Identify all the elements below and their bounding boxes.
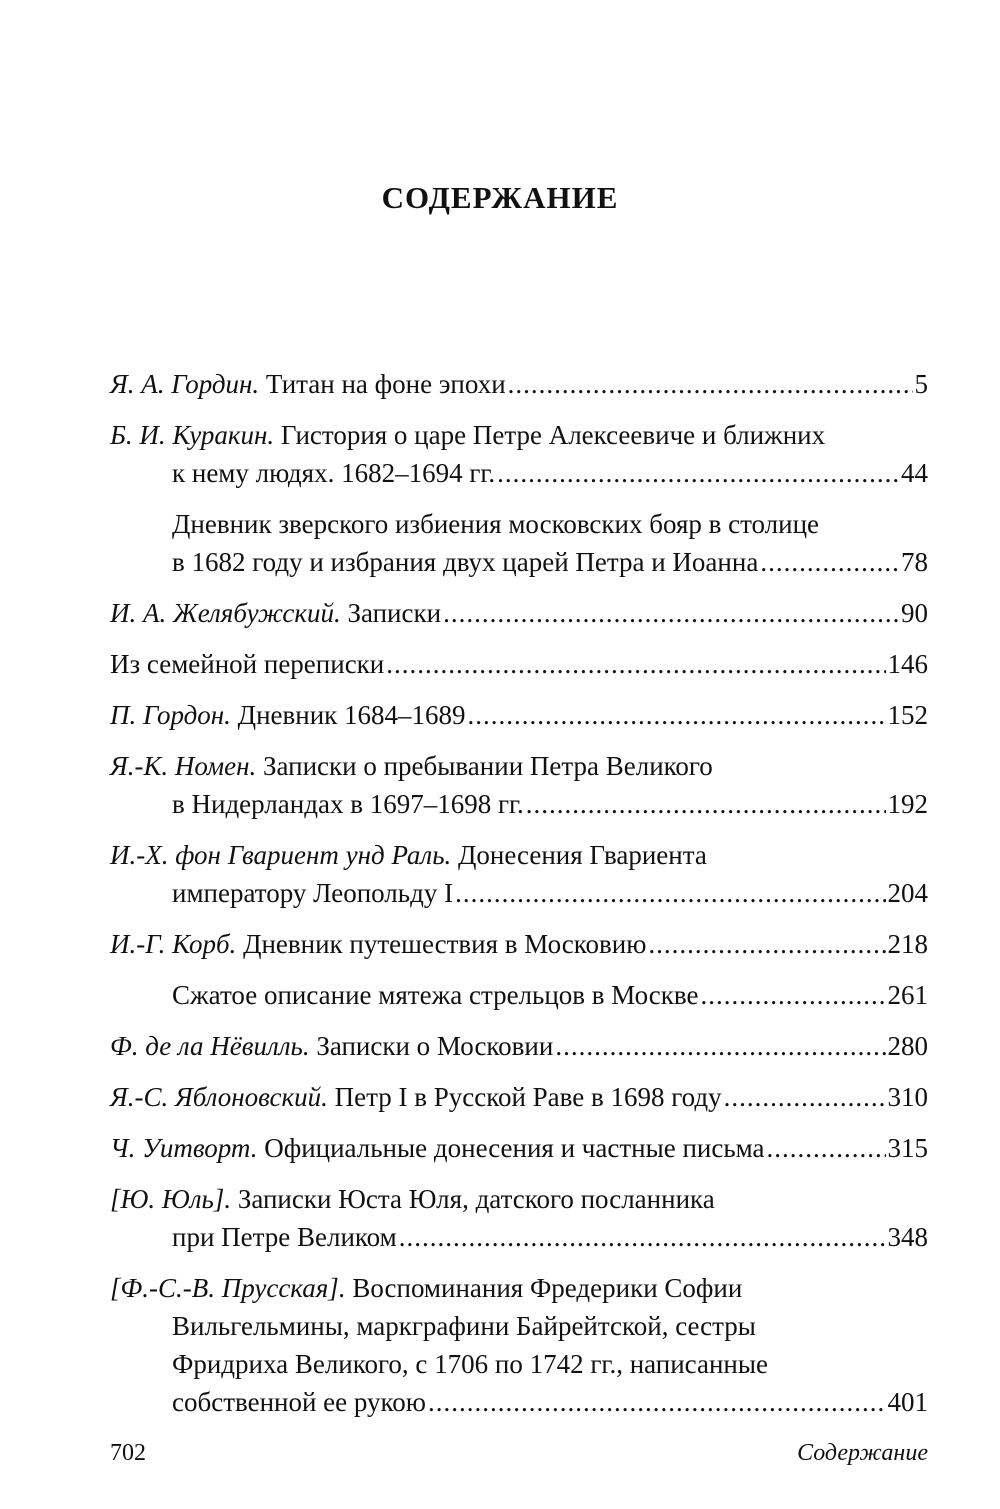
toc-entry-title: Вильгельмины, маркграфини Байрейтской, сестры bbox=[172, 1311, 756, 1341]
toc-entry-line bbox=[110, 416, 928, 454]
toc-entry-author: И.-Г. Корб. bbox=[110, 929, 237, 959]
toc-entry-author: [Ф.-С.-В. Прусская]. bbox=[110, 1273, 346, 1303]
page-footer bbox=[110, 1440, 928, 1467]
toc-entry-author: Б. И. Куракин. bbox=[110, 420, 275, 450]
toc-entry-title: Воспоминания Фредерики Софии bbox=[352, 1273, 743, 1303]
toc-entry-author: И. А. Желябужский. bbox=[110, 598, 341, 628]
toc-entry-title: Записки о Московии bbox=[316, 1031, 554, 1061]
toc-entry-page: 401 bbox=[887, 1387, 928, 1417]
table-of-contents bbox=[110, 365, 928, 1434]
dot-leader bbox=[555, 1027, 885, 1065]
toc-entry-title: Дневник зверского избиения московских бояр в столице bbox=[172, 509, 820, 539]
toc-entry-title: Дневник 1684–1689 bbox=[237, 700, 466, 730]
toc-entry-line bbox=[172, 976, 928, 1014]
dot-leader bbox=[428, 1383, 886, 1421]
toc-entry-line bbox=[110, 1345, 928, 1383]
toc-entry-line bbox=[110, 1078, 928, 1116]
toc-entry-author: Ф. де ла Нёвилль. bbox=[110, 1031, 310, 1061]
toc-entry[interactable] bbox=[110, 1129, 928, 1167]
toc-entry-line bbox=[110, 874, 928, 912]
toc-entry-page: 5 bbox=[914, 369, 928, 399]
toc-entry-page: 310 bbox=[887, 1082, 928, 1112]
page-number: 702 bbox=[110, 1440, 146, 1466]
toc-entry-title: Записки Юста Юля, датского посланника bbox=[237, 1184, 715, 1214]
toc-entry-author: Я.-К. Номен. bbox=[110, 751, 257, 781]
toc-entry-title: в Нидерландах в 1697–1698 гг. bbox=[172, 789, 524, 819]
toc-entry-line bbox=[172, 505, 928, 543]
toc-entry-title: Титан на фоне эпохи bbox=[265, 369, 506, 399]
dot-leader bbox=[648, 925, 885, 963]
toc-entry-author: [Ю. Юль]. bbox=[110, 1184, 232, 1214]
dot-leader bbox=[443, 594, 899, 632]
dot-leader bbox=[399, 1218, 886, 1256]
toc-entry-title: императору Леопольду I bbox=[172, 878, 454, 908]
toc-entry-line bbox=[110, 594, 928, 632]
toc-entry-page: 44 bbox=[901, 458, 928, 488]
toc-entry-line bbox=[110, 1129, 928, 1167]
toc-entry-line bbox=[172, 543, 928, 581]
toc-entry[interactable] bbox=[110, 1027, 928, 1065]
toc-entry-line bbox=[110, 1383, 928, 1421]
toc-entry[interactable] bbox=[110, 696, 928, 734]
toc-entry-title: Официальные донесения и частные письма bbox=[264, 1133, 765, 1163]
toc-entry[interactable] bbox=[110, 645, 928, 683]
toc-entry[interactable] bbox=[110, 976, 928, 1014]
dot-leader bbox=[508, 365, 913, 403]
toc-entry[interactable] bbox=[110, 594, 928, 632]
toc-entry-page: 204 bbox=[887, 878, 928, 908]
dot-leader bbox=[700, 976, 885, 1014]
toc-entry-line bbox=[110, 785, 928, 823]
toc-entry-line bbox=[110, 1027, 928, 1065]
toc-entry[interactable] bbox=[110, 1180, 928, 1256]
toc-entry-page: 218 bbox=[887, 929, 928, 959]
toc-entry-page: 152 bbox=[887, 700, 928, 730]
toc-entry-title: Из семейной переписки bbox=[110, 649, 385, 679]
toc-entry[interactable] bbox=[110, 925, 928, 963]
toc-entry-page: 90 bbox=[901, 598, 928, 628]
dot-leader bbox=[497, 454, 899, 492]
toc-entry-title: в 1682 году и избрания двух царей Петра и Иоанна bbox=[172, 547, 759, 577]
toc-entry-page: 315 bbox=[887, 1133, 928, 1163]
toc-entry[interactable] bbox=[110, 416, 928, 492]
toc-entry-line bbox=[110, 836, 928, 874]
dot-leader bbox=[468, 696, 886, 734]
toc-entry-title: Донесения Гвариента bbox=[458, 840, 707, 870]
toc-entry-page: 280 bbox=[887, 1031, 928, 1061]
toc-entry-title: Фридриха Великого, с 1706 по 1742 гг., написанные bbox=[172, 1349, 768, 1379]
toc-entry-title: Записки о пребывании Петра Великого bbox=[263, 751, 713, 781]
toc-entry[interactable] bbox=[110, 505, 928, 581]
toc-entry-line bbox=[110, 747, 928, 785]
toc-entry-page: 78 bbox=[901, 547, 928, 577]
dot-leader bbox=[760, 543, 899, 581]
toc-entry-line bbox=[110, 645, 928, 683]
toc-entry[interactable] bbox=[110, 1078, 928, 1116]
toc-entry-title: к нему людях. 1682–1694 гг. bbox=[172, 458, 496, 488]
page-title: СОДЕРЖАНИЕ bbox=[381, 180, 619, 215]
toc-entry-author: Я.-С. Яблоновский. bbox=[110, 1082, 328, 1112]
toc-entry-line bbox=[110, 925, 928, 963]
toc-entry-title: собственной ее рукою bbox=[172, 1387, 426, 1417]
toc-entry-page: 192 bbox=[887, 789, 928, 819]
toc-entry-page: 348 bbox=[887, 1222, 928, 1252]
toc-entry[interactable] bbox=[110, 747, 928, 823]
dot-leader bbox=[526, 785, 886, 823]
toc-entry-title: Записки bbox=[347, 598, 442, 628]
dot-leader bbox=[724, 1078, 886, 1116]
toc-entry-title: Дневник путешествия в Московию bbox=[243, 929, 647, 959]
dot-leader bbox=[386, 645, 885, 683]
toc-entry-author: И.-Х. фон Гвариент унд Раль. bbox=[110, 840, 452, 870]
toc-entry-line bbox=[110, 696, 928, 734]
toc-entry[interactable] bbox=[110, 836, 928, 912]
toc-entry[interactable] bbox=[110, 365, 928, 403]
running-title: Содержание bbox=[797, 1440, 928, 1466]
toc-entry-line bbox=[110, 454, 928, 492]
toc-entry-title: Сжатое описание мятежа стрельцов в Москве bbox=[172, 980, 699, 1010]
toc-entry-title: при Петре Великом bbox=[172, 1222, 397, 1252]
dot-leader bbox=[455, 874, 885, 912]
toc-entry-line bbox=[110, 1307, 928, 1345]
toc-entry-title: Гистория о царе Петре Алексеевиче и ближних bbox=[280, 420, 826, 450]
toc-entry-line bbox=[110, 1269, 928, 1307]
toc-entry-page: 146 bbox=[887, 649, 928, 679]
toc-entry-title: Петр I в Русской Раве в 1698 году bbox=[334, 1082, 722, 1112]
toc-entry-line bbox=[110, 1218, 928, 1256]
toc-entry-line bbox=[110, 365, 928, 403]
toc-entry-author: П. Гордон. bbox=[110, 700, 231, 730]
dot-leader bbox=[767, 1129, 886, 1167]
toc-entry-author: Я. А. Гордин. bbox=[110, 369, 260, 399]
toc-entry[interactable] bbox=[110, 1269, 928, 1421]
toc-entry-line bbox=[110, 1180, 928, 1218]
toc-entry-author: Ч. Уитворт. bbox=[110, 1133, 258, 1163]
toc-entry-page: 261 bbox=[887, 980, 928, 1010]
